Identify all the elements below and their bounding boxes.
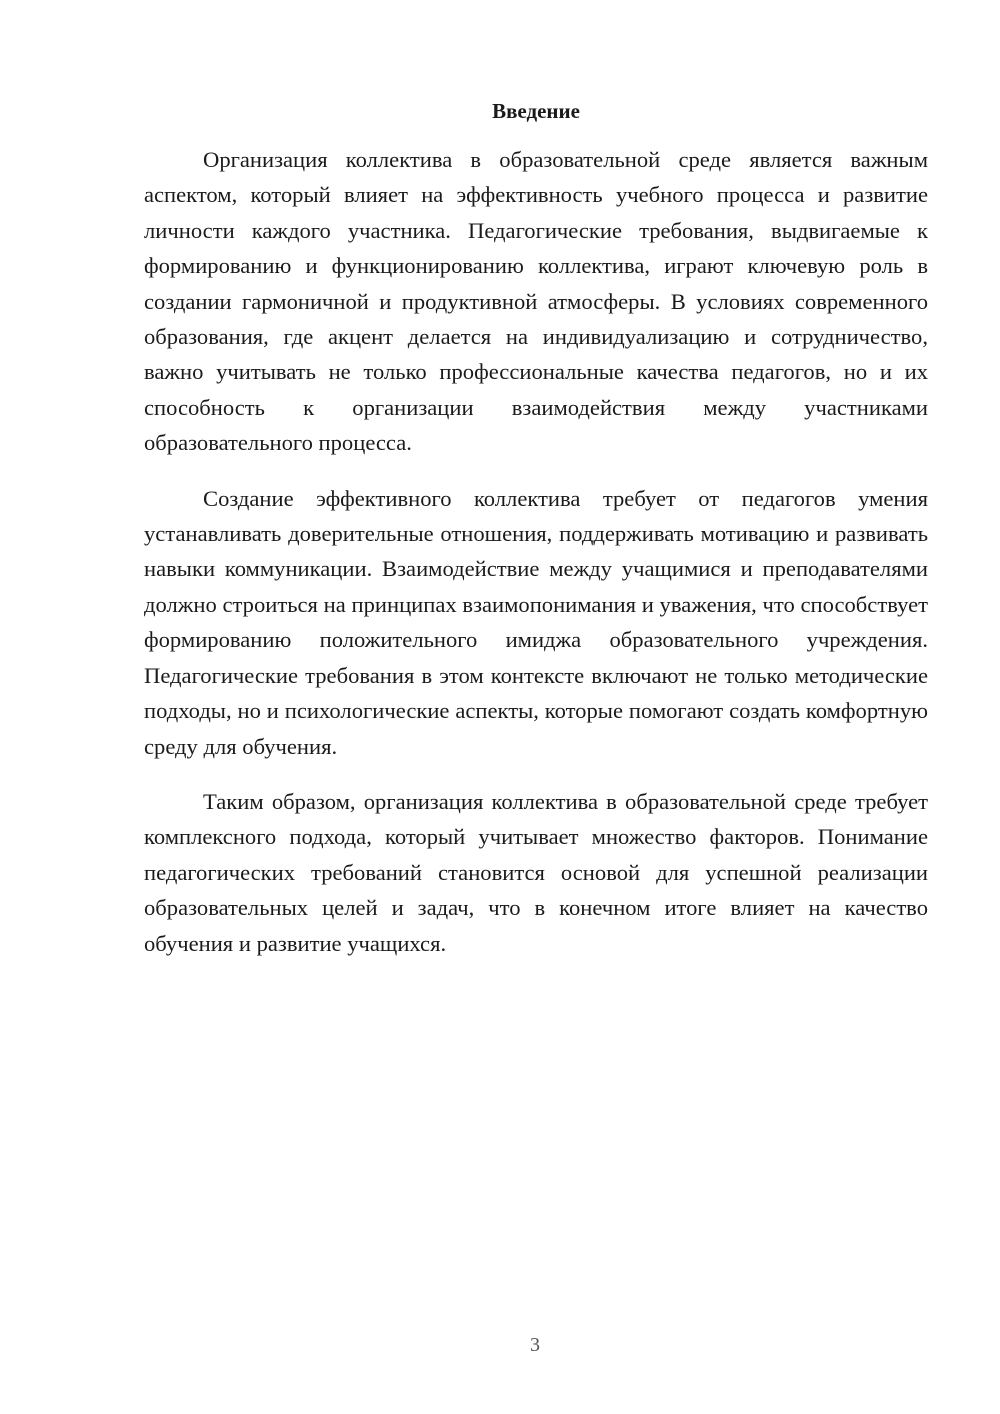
paragraph-1: Организация коллектива в образовательной среде является важным аспектом, который влияет на эффективность учебного процесса и развитие личности каждого участника. Педагогические требования, выдвигаемые к формированию и функционированию коллектива, играют ключевую роль в создании гармоничной и продуктивной атмосферы. В условиях современного образования, где акцент делается на индивидуализацию и сотрудничество, важно учитывать не только профессиональные качества педагогов, но и их способность к организации взаимодействия между участниками образовательного процесса.: [144, 147, 928, 456]
page-number: 3: [530, 1334, 540, 1356]
paragraph-2: Создание эффективного коллектива требует от педагогов умения устанавливать доверительные отношения, поддерживать мотивацию и развивать навыки коммуникации. Взаимодействие между учащимися и преподавателями должно строиться на принципах взаимопонимания и уважения, что способствует формированию положительного имиджа образовательного учреждения. Педагогические требования в этом контексте включают не только методические подходы, но и психологические аспекты, которые помогают создать комфортную среду для обучения.: [144, 485, 928, 759]
section-title: Введение: [492, 99, 580, 123]
paragraph-3: Таким образом, организация коллектива в образовательной среде требует комплексного подхода, который учитывает множество факторов. Понимание педагогических требований становится основой для успешной реализации образовательных целей и задач, что в конечном итоге влияет на качество обучения и развитие учащихся.: [144, 788, 928, 956]
page-content: [144, 96, 928, 981]
